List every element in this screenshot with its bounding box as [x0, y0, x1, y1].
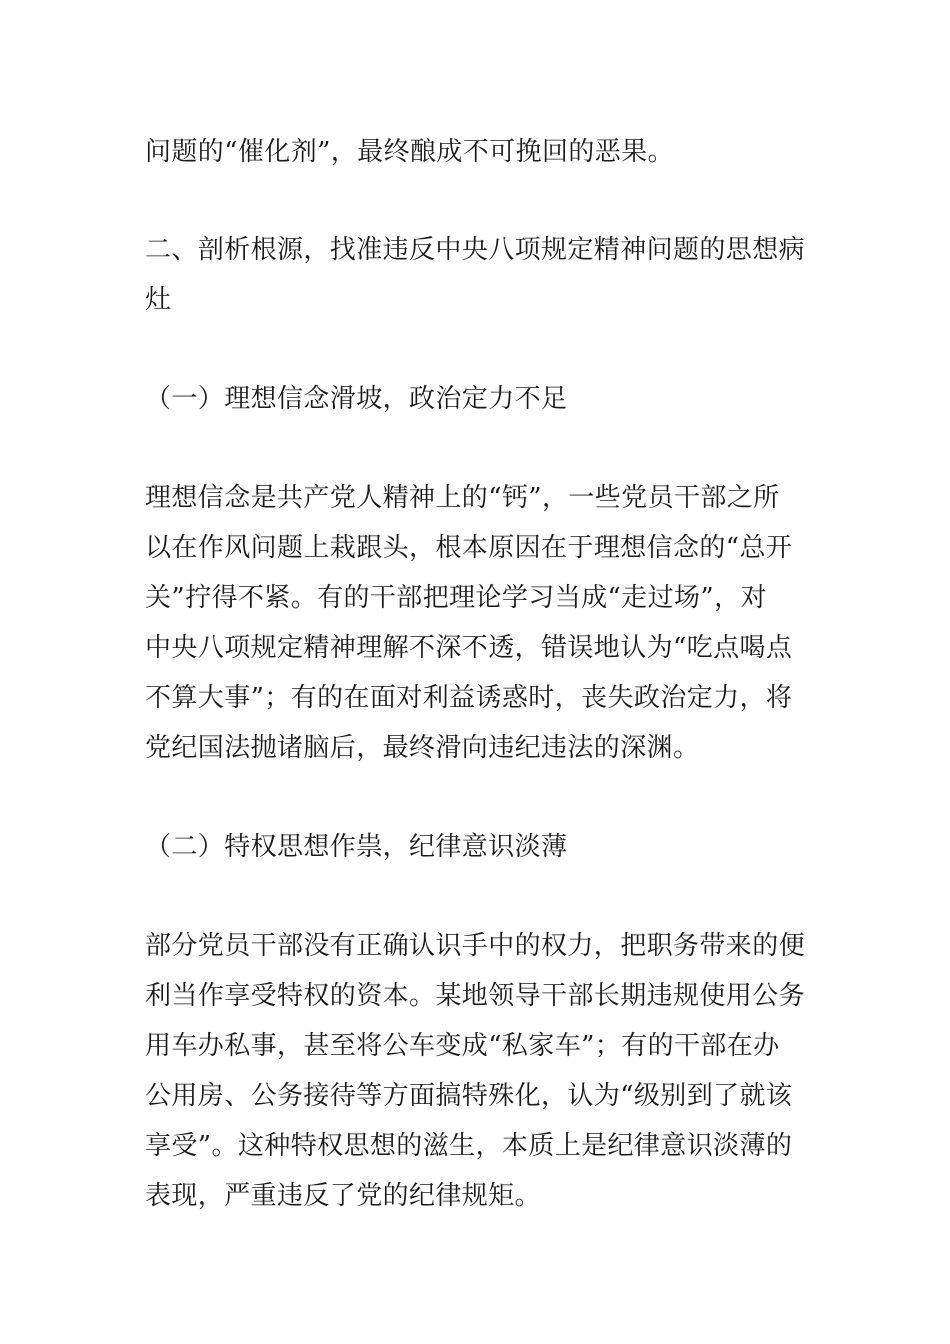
section-heading-line: 二、剖析根源，找准违反中央八项规定精神问题的思想病	[145, 235, 806, 265]
paragraph-line: 表现，严重违反了党的纪律规矩。	[145, 1181, 542, 1211]
paragraph-line: 关”拧得不紧。有的干部把理论学习当成“走过场”，对	[145, 583, 767, 613]
paragraph-line: 享受”。这种特权思想的滋生，本质上是纪律意识淡薄的	[145, 1131, 793, 1161]
subsection-heading: （二）特权思想作祟，纪律意识淡薄	[145, 832, 568, 862]
section-heading-line: 灶	[145, 285, 172, 315]
paragraph-line: 理想信念是共产党人精神上的“钙”，一些党员干部之所	[145, 483, 780, 513]
paragraph-line: 中央八项规定精神理解不深不透，错误地认为“吃点喝点	[145, 633, 793, 663]
paragraph-line: 党纪国法抛诸脑后，最终滑向违纪违法的深渊。	[145, 733, 700, 763]
paragraph-line: 用车办私事，甚至将公车变成“私家车”；有的干部在办	[145, 1031, 780, 1061]
paragraph-line: 公用房、公务接待等方面搞特殊化，认为“级别到了就该	[145, 1081, 793, 1111]
paragraph-line: 部分党员干部没有正确认识手中的权力，把职务带来的便	[145, 931, 806, 961]
paragraph-line: 不算大事”；有的在面对利益诱惑时，丧失政治定力，将	[145, 683, 793, 713]
paragraph-line: 利当作享受特权的资本。某地领导干部长期违规使用公务	[145, 981, 806, 1011]
paragraph-line: 以在作风问题上栽跟头，根本原因在于理想信念的“总开	[145, 533, 793, 563]
subsection-heading: （一）理想信念滑坡，政治定力不足	[145, 384, 568, 414]
paragraph-line: 问题的“催化剂”，最终酿成不可挽回的恶果。	[145, 137, 674, 167]
